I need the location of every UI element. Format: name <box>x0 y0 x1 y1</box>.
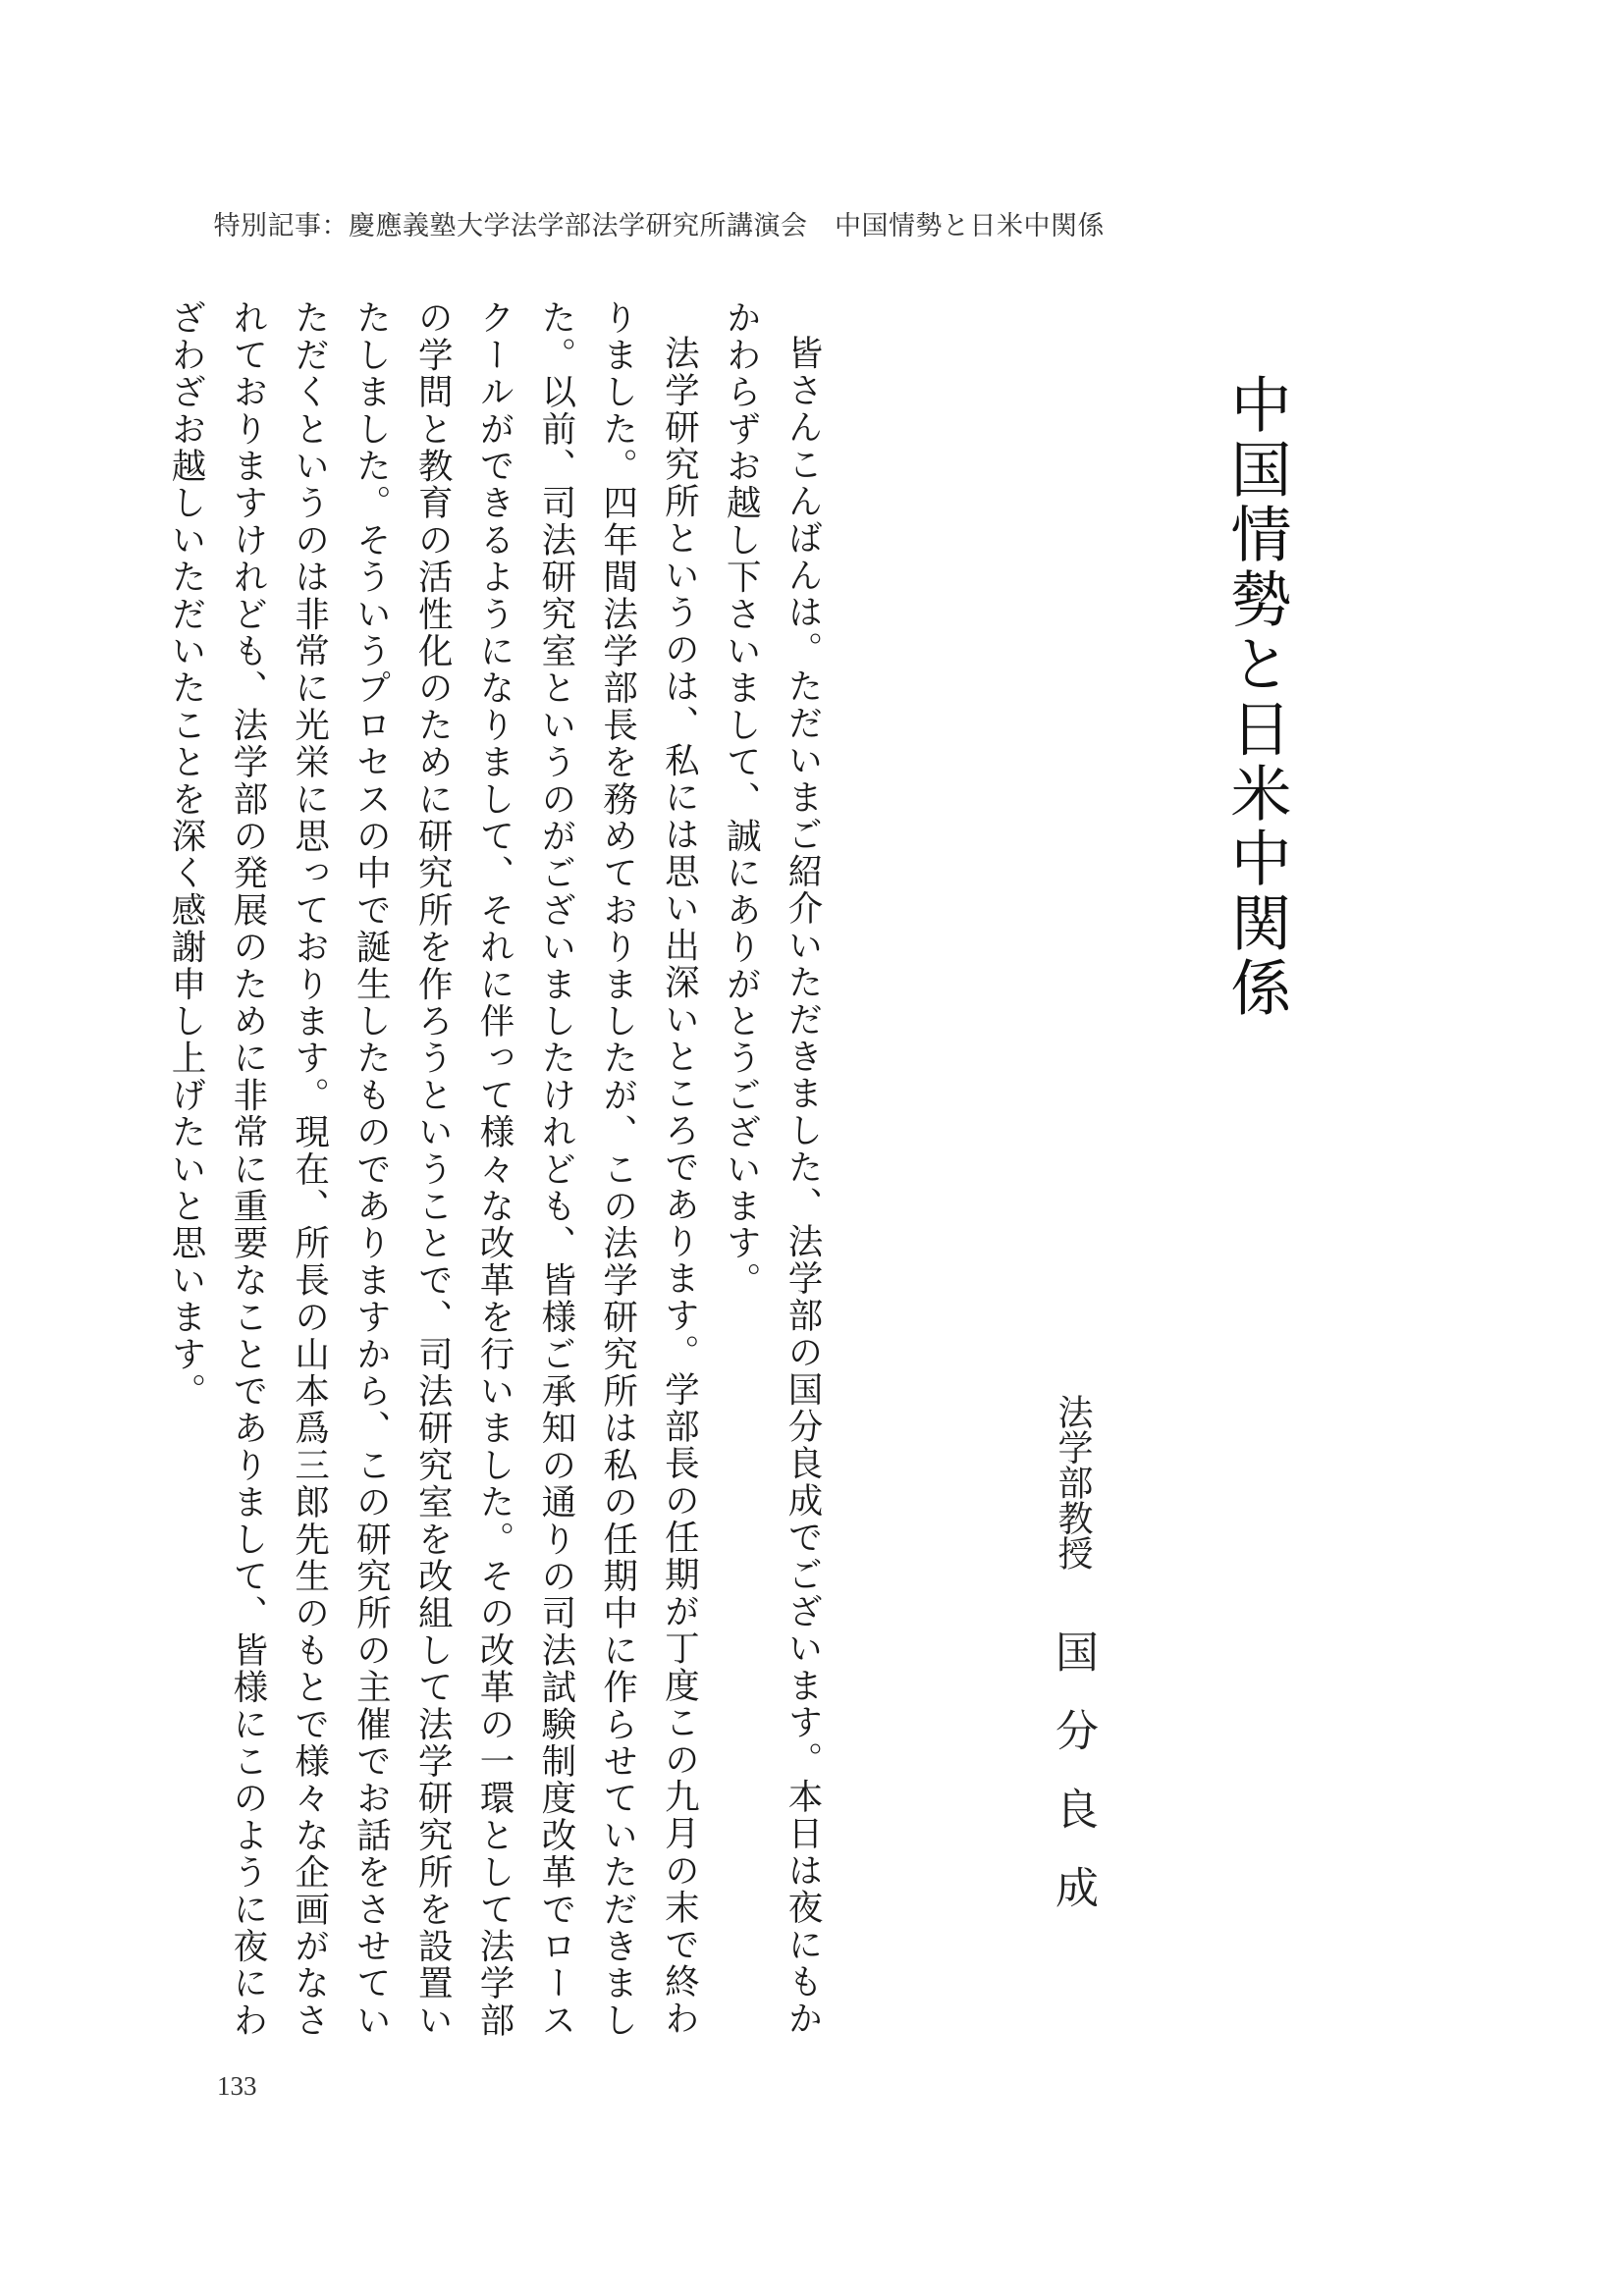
body-paragraph-institute: 法学研究所というのは、私には思い出深いところであります。学部長の任期が丁度この九月の末で終わりました。四年間法学部長を務めておりましたが、この法学研究所は私の任期中に作らせていただきました。以前、司法研究室というのがございましたけれども、皆様ご承知の通りの司法試験制度改革でロースクールができるようになりまして、それに伴って様々な改革を行いました。その改革の一環として法学部の学問と教育の活性化のために研究所を作ろうということで、司法研究室を改組して法学研究所を設置いたしました。そういうプロセスの中で誕生したものでありますから、この研究所の主催でお話をさせていただくというのは非常に光栄に思っております。現在、所長の山本爲三郎先生のもとで様々な企画がなされておりますけれども、法学部の発展のために非常に重要なことでありまして、皆様にこのように夜にわざわざお越しいただいたことを深く感謝申し上げたいと思います。 <box>166 299 700 2039</box>
body-paragraph-greeting: 皆さんこんばんは。ただいまご紹介いただきました、法学部の国分良成でございます。本日は夜にもかかわらずお越し下さいまして、誠にありがとうございます。 <box>721 299 823 2037</box>
author-name: 国分良成 <box>1048 1629 1098 1944</box>
page-number: 133 <box>217 2071 257 2101</box>
author-affiliation: 法学部教授 <box>1053 1394 1093 1571</box>
running-header: 特別記事：慶應義塾大学法学部法学研究所講演会 中国情勢と日米中関係 <box>213 211 1105 241</box>
article-title: 中国情勢と日米中関係 <box>1220 373 1292 1021</box>
article-body <box>154 299 833 2066</box>
